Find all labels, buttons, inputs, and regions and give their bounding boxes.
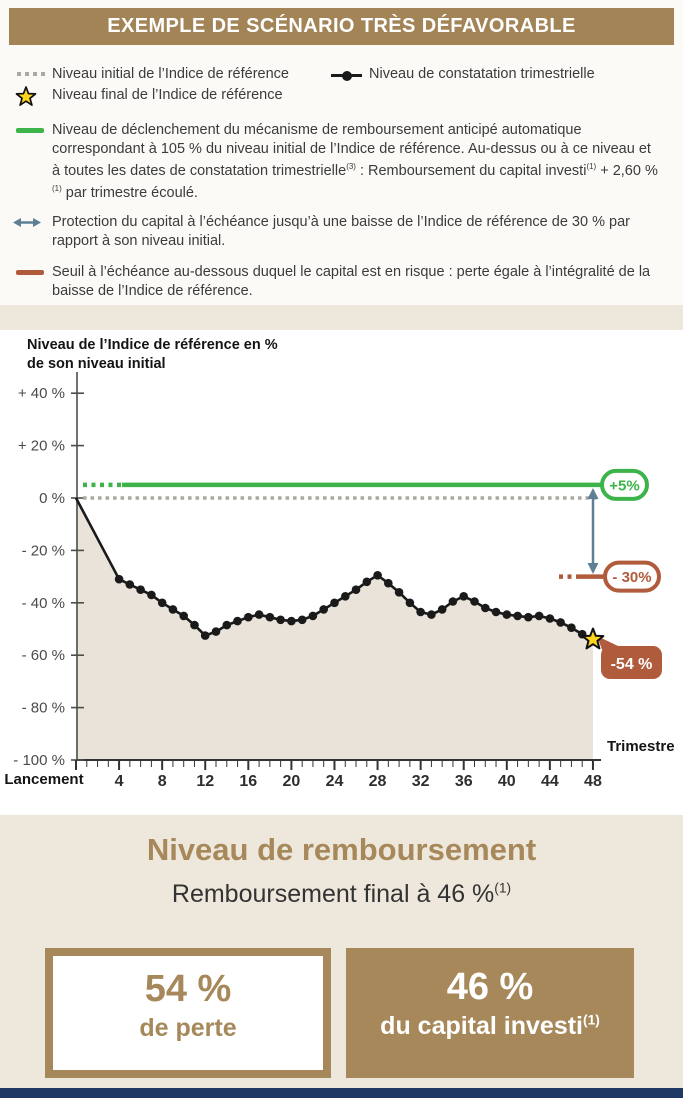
refund-subtitle: Remboursement final à 46 %$^{(1)}$: [171, 880, 512, 908]
svg-text:- 100 %: - 100 %: [13, 752, 65, 769]
refund-box: [346, 948, 634, 1078]
loss-box: [45, 948, 331, 1078]
svg-text:40: 40: [497, 773, 516, 790]
barrier-line-icon: [16, 270, 44, 275]
legend-section: [0, 0, 683, 305]
legend-constatation-label: Niveau de constatation trimestrielle: [369, 66, 595, 82]
refund-section-title: Niveau de remboursement: [146, 832, 537, 867]
svg-text:- 40 %: - 40 %: [21, 594, 65, 612]
trigger-line-icon: [16, 128, 44, 133]
refund-label: du capital investi$^{(1)}$: [380, 1012, 600, 1040]
svg-text:28: 28: [368, 773, 387, 790]
loss-label: de perte: [139, 1014, 237, 1042]
svg-text:+ 20 %: + 20 %: [17, 437, 65, 455]
legend-protection-label: Protection du capital à l’échéance jusqu’à une baisse de l’Indice de référence de 30 % par rapport à son niveau initial.: [52, 214, 630, 249]
refund-value: 46 %: [446, 966, 534, 1008]
svg-text:44: 44: [540, 773, 559, 790]
svg-text:Lancement: Lancement: [4, 771, 84, 788]
svg-text:36: 36: [454, 773, 473, 790]
chart-section: [0, 330, 683, 815]
double-arrow-icon: [13, 216, 41, 234]
initial-level-line-icon: [17, 72, 46, 76]
svg-text:+ 40 %: + 40 %: [17, 385, 65, 403]
svg-text:Trimestre: Trimestre: [607, 738, 675, 755]
legend-trigger-label: Niveau de déclenchement du mécanisme de remboursement anticipé automatique correspondant à 105 % du niveau initial de l’Indice de référence. Au-dessus ou à ce niveau et à toutes les dates de constatation trimestrielle$^{(3)}$ : Remboursement du capital investi$^{(1)}$ + 2,60 %$^{(1)}$ par trimestre écoulé.: [52, 122, 658, 202]
svg-text:12: 12: [196, 773, 215, 790]
scenario-chart: [0, 330, 683, 815]
page-title: [9, 8, 674, 45]
legend-final-label: Niveau final de l’Indice de référence: [52, 87, 283, 103]
svg-text:0 %: 0 %: [39, 490, 65, 507]
svg-text:4: 4: [114, 773, 124, 790]
loss-value: 54 %: [144, 968, 232, 1010]
legend-seuil-label: Seuil à l’échéance au-dessous duquel le capital est en risque : perte égale à l’intégralité de la baisse de l’Indice de référence.: [52, 264, 651, 299]
svg-text:- 20 %: - 20 %: [21, 542, 65, 560]
constatation-line-icon: [331, 74, 362, 77]
svg-text:24: 24: [325, 773, 344, 790]
svg-text:- 60 %: - 60 %: [21, 647, 65, 665]
svg-text:8: 8: [157, 773, 167, 790]
svg-text:- 80 %: - 80 %: [21, 699, 65, 717]
svg-text:-54 %: -54 %: [610, 656, 653, 673]
svg-text:48: 48: [584, 773, 602, 790]
y-axis-title: Niveau de l’Indice de référence en % de son niveau initial: [27, 337, 278, 372]
page-title-text: EXEMPLE DE SCÉNARIO TRÈS DÉFAVORABLE: [107, 15, 576, 37]
footer-stripe: [0, 1088, 683, 1098]
svg-text:+5%: +5%: [609, 477, 640, 495]
svg-text:32: 32: [411, 773, 430, 790]
svg-text:20: 20: [282, 773, 301, 790]
legend-initial-label: Niveau initial de l’Indice de référence: [52, 66, 289, 82]
star-icon: [15, 86, 37, 112]
svg-text:16: 16: [239, 773, 258, 790]
svg-text:- 30%: - 30%: [612, 569, 652, 587]
